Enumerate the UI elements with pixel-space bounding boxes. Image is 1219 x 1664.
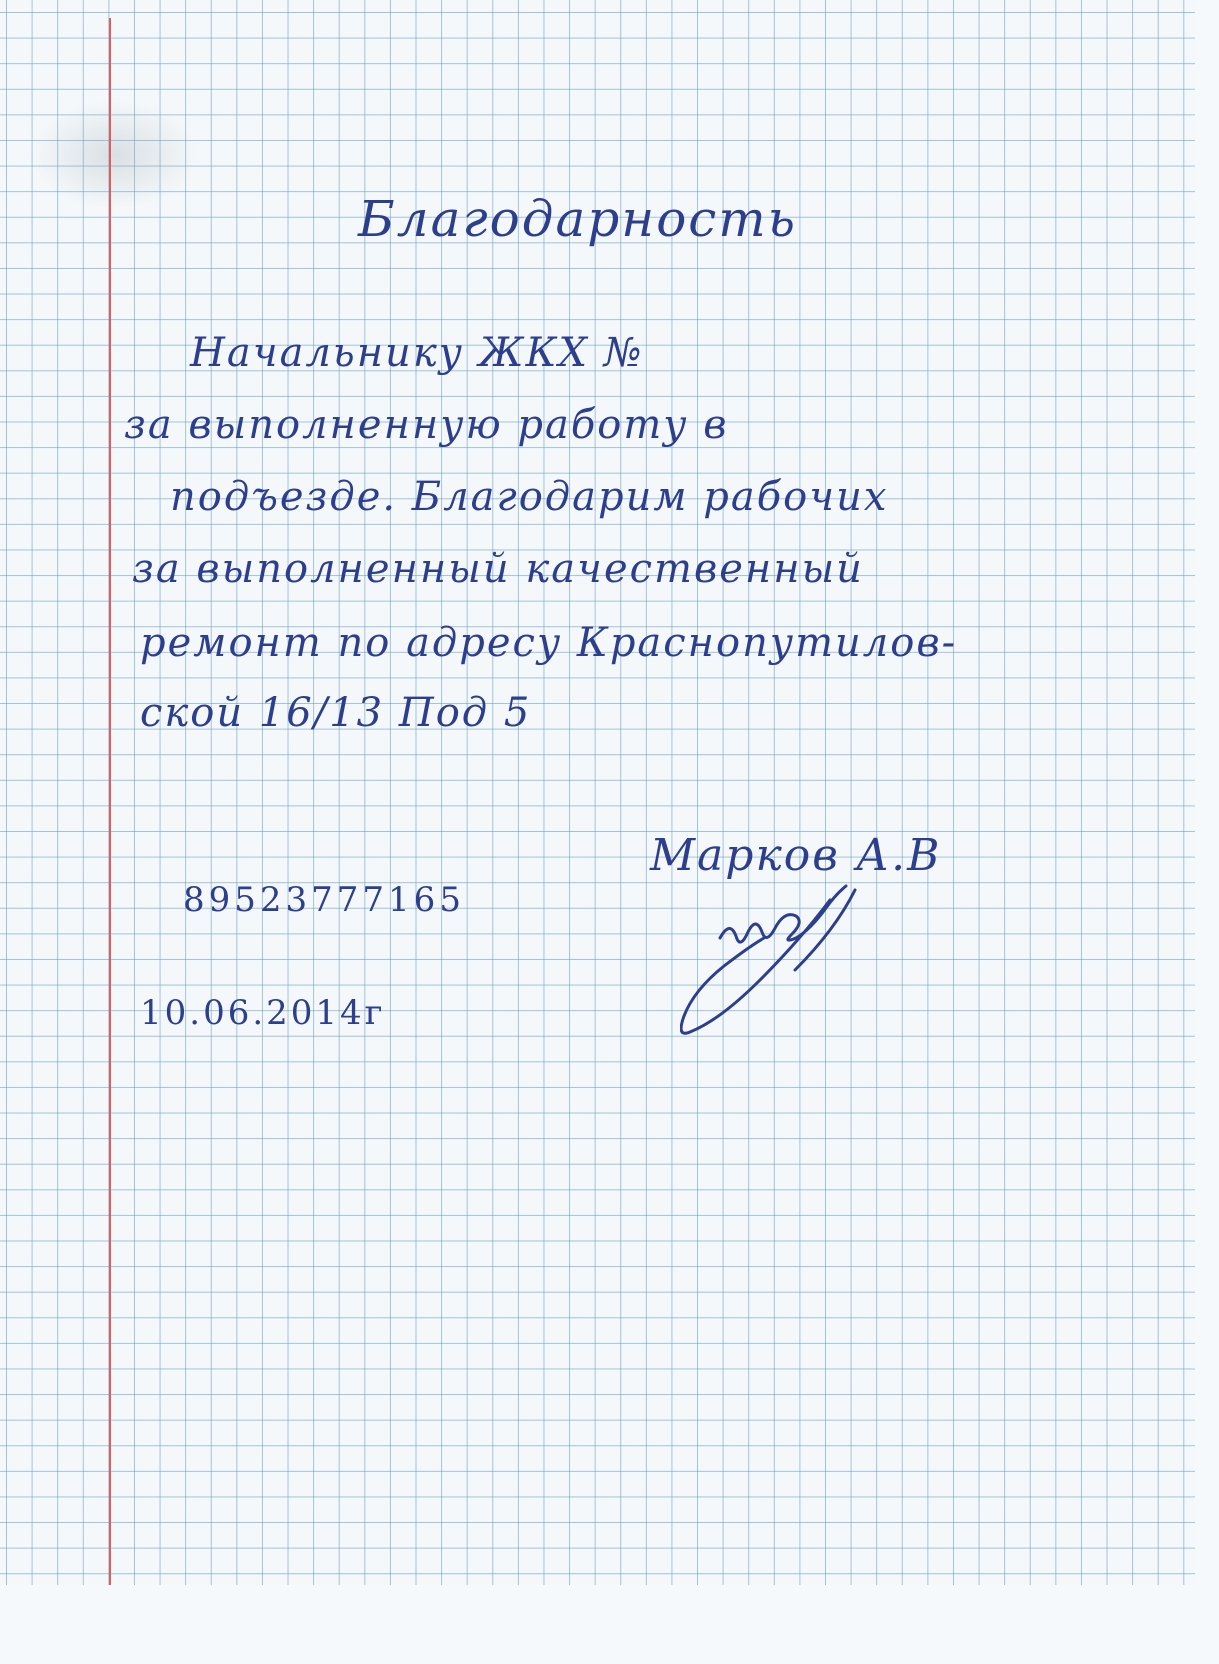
letter-line-5: ремонт по адресу Краснопутилов- [140, 620, 958, 666]
author-name: Марков А.В [650, 830, 942, 881]
letter-line-addressee: Начальнику ЖКХ № [190, 330, 644, 376]
letter-date: 10.06.2014г [140, 993, 386, 1033]
red-margin-line [109, 18, 111, 1585]
handwritten-signature [680, 880, 910, 1040]
scan-margin [0, 1585, 1219, 1664]
paper-smudge [30, 100, 200, 210]
letter-line-4: за выполненный качественный [132, 546, 864, 592]
letter-title: Благодарность [358, 190, 797, 248]
phone-number: 89523777165 [183, 880, 465, 920]
letter-line-3: подъезде. Благодарим рабочих [170, 474, 889, 520]
letter-line-2: за выполненную работу в [124, 402, 729, 448]
letter-line-6: ской 16/13 Под 5 [140, 690, 532, 736]
